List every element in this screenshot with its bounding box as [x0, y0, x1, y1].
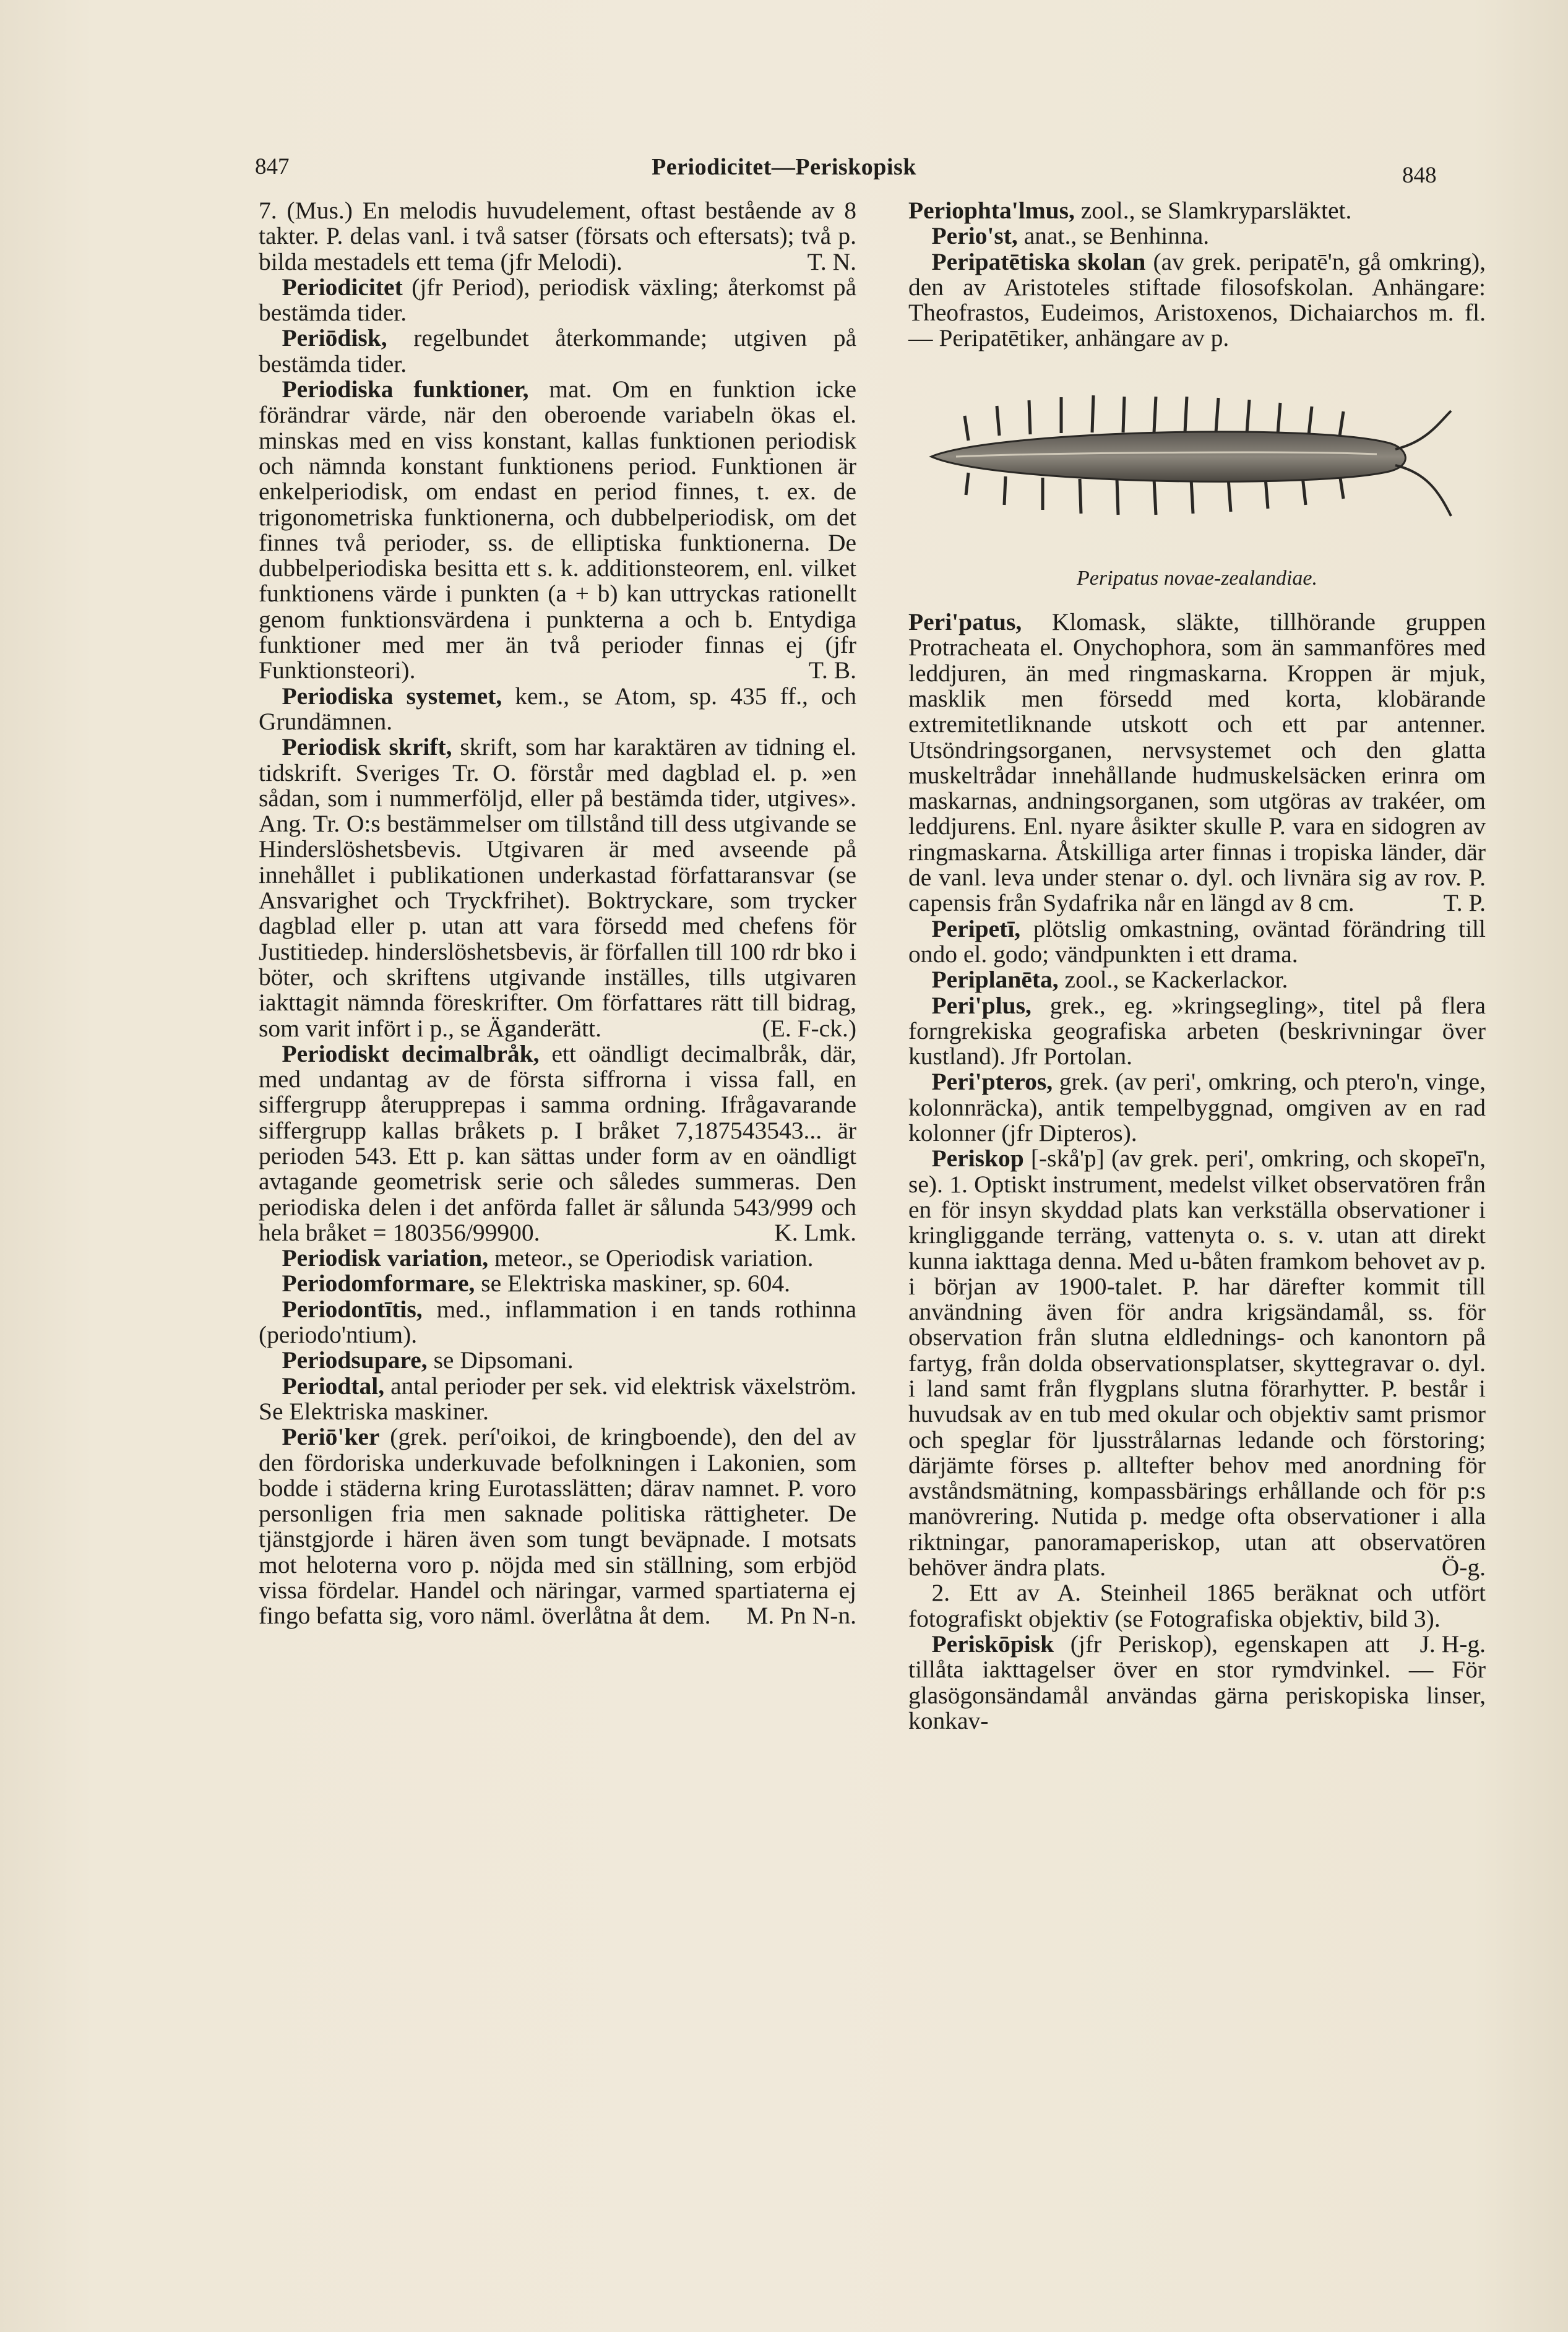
peripatus-illustration [919, 374, 1476, 559]
dictionary-entry [908, 223, 1486, 249]
entry-headword: Periskōpisk [931, 1630, 1054, 1658]
dictionary-entry [259, 1271, 856, 1296]
dictionary-entry [259, 198, 856, 275]
entry-text: antal perioder per sek. vid elektrisk växelström. Se Elektriska maskiner. [259, 1372, 856, 1425]
entry-text: grek., eg. »kringsegling», titel på flera forngrekiska geografiska arbeten (beskrivningar över kustland). Jfr Portolan. [908, 991, 1486, 1070]
entry-headword: Periskop [931, 1145, 1024, 1172]
entry-text: (av grek. peripatē'n, gå omkring), den av Aristoteles stiftade filosofskolan. Anhängare: Theofrastos, Eudeimos, Aristoxenos, Dichaiarchos m. fl. — Peripatētiker, anhängare av p. [908, 247, 1486, 352]
entry-headword: Periodontītis, [282, 1295, 423, 1323]
page-number-right: 848 [1402, 163, 1437, 188]
entry-text: zool., se Slamkryparsläktet. [1074, 197, 1352, 224]
dictionary-entry [259, 325, 856, 377]
dictionary-entry [908, 198, 1486, 223]
entry-signature: (E. F-ck.) [762, 1014, 856, 1042]
entry-headword: Peri'pteros, [931, 1068, 1053, 1096]
dictionary-entry [908, 967, 1486, 992]
entry-headword: Periodicitet [282, 273, 403, 301]
peripatus-figure [908, 374, 1486, 591]
entry-text: skrift, som har karaktären av tidning el. tidskrift. Sveriges Tr. O. förstår med dagblad el. p. »en sådan, som i nummerföljd, eller på bestämda tider, utgives». Ang. Tr. O:s bestämmelser om tillstånd till dess utgivande se Hinderslöshetsbevis. Utgivaren är med avseende på innehållet i publikationen underkastad författaransvar (se Ansvarighet och Tryckfrihet). Boktryckare, som trycker dagblad eller p. utan att vara försedd med chefens för Justitiedep. hinderslöshetsbevis, är förfallen till 100 rdr bko i böter, och skriftens utgivande inställes, tills utgivaren iakttagit nämnda föreskrifter. Om författares rätt till bidrag, som varit infört i p., se Äganderätt. [259, 733, 856, 1042]
dictionary-entry [908, 609, 1486, 916]
entry-text: Klomask, släkte, tillhörande gruppen Protracheata el. Onychophora, som än sammanföres med leddjuren, än med ringmaskarna. Kroppen är mjuk, masklik men försedd med korta, klobärande extremitetliknande utskott och ett par antenner. Utsöndringsorganen, nervsystemet och den glatta muskeltrådar innehållande hudmuskelsäcken erinra om maskarnas, andningsorganen, som utgöras av trakéer, om leddjurens. Enl. nyare åsikter skulle P. vara en sidogren av ringmaskarna. Åtskilliga arter finnas i tropiska länder, där de vanl. leva under stenar o. dyl. och livnära sig av rov. P. capensis från Sydafrika når en längd av 8 cm. [908, 608, 1486, 917]
entry-text: (grek. perí'oikoi, de kringboende), den del av den fördoriska underkuvade befolkningen i Lakonien, som bodde i städerna kring Eurotasslätten; därav namnet. P. voro personligen fria men saknade politiska rättigheter. De tjänstgjorde i hären även som tungt beväpnade. I motsats mot heloterna voro p. nöjda med sin ställning, som erbjöd vissa fördelar. Handel och näringar, varmed spartiaterna ej fingo befatta sig, voro näml. överlåtna åt dem. [259, 1423, 856, 1630]
entry-headword: Peri'plus, [931, 991, 1032, 1019]
entry-headword: Peri'patus, [908, 608, 1022, 636]
entry-headword: Peripatētiska skolan [931, 247, 1146, 275]
entry-text: plötslig omkastning, oväntad förändring till ondo el. godo; vändpunkten i ett drama. [908, 914, 1486, 968]
dictionary-entry [259, 1041, 856, 1246]
dictionary-entry [259, 1424, 856, 1629]
dictionary-entry [259, 684, 856, 735]
entry-signature: M. Pn N-n. [746, 1602, 856, 1630]
entry-text: med., inflammation i en tands rothinna (periodo'ntium). [259, 1295, 856, 1349]
running-head: Periodicitet—Periskopisk [652, 154, 916, 180]
entry-text: ett oändligt decimalbråk, där, med undantag av de första siffrorna i vissa fall, en siffergrupp återupprepas i samma ordning. Ifrågavarande siffergrupp kallas bråkets p. I bråket 7,187543543... är perioden 543. Ett p. kan sättas under form av en oändligt avtagande geometrisk serie och således summeras. Den periodiska delen i det anförda fallet är sålunda 543/999 och hela bråket = 180356/99900. [259, 1039, 856, 1246]
dictionary-entry [259, 1348, 856, 1373]
entry-text: 2. Ett av A. Steinheil 1865 beräknat och utfört fotografiskt objektiv (se Fotografiska objektiv, bild 3). [908, 1579, 1486, 1632]
entry-signature: T. N. [807, 247, 856, 275]
entry-signature: T. B. [808, 656, 856, 684]
entry-headword: Periōdisk, [282, 324, 387, 352]
entry-text: [-skå'p] (av grek. peri', omkring, och skopeī'n, se). 1. Optiskt instrument, medelst vilket observatören från en för insyn skyddad plats kan verkställa observationer i kringliggande terräng, vattenyta o. s. v. utan att direkt kunna iakttaga denna. Med u-båten framkom behovet av p. i början av 1900-talet. P. har därefter kommit till användning även för andra krigsändamål, ss. för observation från slutna eldlednings- och kanontorn på fartyg, från dolda observationsplatser, skyttegravar o. dyl. i land samt från flygplans slutna förarhytter. P. består i huvudsak av en tub med okular och objektiv samt prismor och speglar för ljusstrålarnas ledande och förstoring; därjämte förses p. alltefter behov med anordning för avståndsmätning, kompassbärings erhållande och för p:s manövrering. Nutida p. medge ofta observationer i alla riktningar, panoramaperiskop, utan att observatören behöver ändra plats. [908, 1145, 1486, 1581]
left-column [259, 198, 856, 1629]
entry-headword: Perio'st, [931, 222, 1018, 250]
dictionary-entry [259, 1374, 856, 1425]
entry-signature: Ö-g. [1441, 1554, 1486, 1581]
page-number-left: 847 [255, 154, 290, 179]
entry-headword: Periophta'lmus, [908, 197, 1075, 224]
entry-signature: K. Lmk. [774, 1218, 856, 1246]
entry-text: 7. (Mus.) En melodis huvudelement, oftast bestående av 8 takter. P. delas vanl. i två satser (försats och eftersats); två p. bilda mestadels ett tema (jfr Melodi). [259, 197, 856, 275]
entry-text: (jfr Periskop), egenskapen att tillåta iakttagelser över en stor rymdvinkel. — För glasögonsändamål användas gärna periskopiska linser, konkav- [908, 1630, 1486, 1734]
dictionary-entry [259, 377, 856, 684]
entry-signature: T. P. [1443, 889, 1486, 917]
dictionary-entry [259, 1246, 856, 1271]
entry-text: kem., se Atom, sp. 435 ff., och Grundämnen. [259, 682, 857, 735]
entry-headword: Peripetī, [931, 914, 1021, 942]
entry-text: anat., se Benhinna. [1017, 222, 1210, 250]
page-header [0, 148, 1568, 186]
entry-text: meteor., se Operiodisk variation. [488, 1244, 814, 1272]
entry-headword: Periodiskt decimalbråk, [282, 1039, 540, 1067]
dictionary-entry [908, 249, 1486, 351]
entry-headword: Periodisk variation, [282, 1244, 489, 1272]
entry-text: regelbundet återkommande; utgiven på bestämda tider. [259, 324, 856, 377]
dictionary-entry [259, 734, 856, 1041]
dictionary-entry [908, 993, 1486, 1070]
entry-headword: Periplanēta, [931, 966, 1059, 994]
right-column [908, 198, 1486, 1734]
entry-text: mat. Om en funktion icke förändrar värde, när den oberoende variabeln ökas el. minskas med en viss konstant, kallas funktionen periodisk och nämnda konstant funktionens period. Funktionen är enkelperiodisk, om endast en period finnes, t. ex. de trigonometriska funktionerna, och dubbelperiodisk, om det finnes två perioder, ss. de elliptiska funktionerna. De dubbelperiodiska besitta ett s. k. additionsteorem, enl. vilket funktionens värde i punkten (a + b) kan uttryckas rationellt genom funktionsvärdena i punkterna a och b. Entydiga funktioner med mer än två perioder finnas ej (jfr Funktionsteori). [259, 376, 857, 684]
entry-headword: Periō'ker [282, 1423, 380, 1451]
entry-text: se Elektriska maskiner, sp. 604. [475, 1270, 790, 1297]
dictionary-entry [259, 275, 856, 326]
entry-headword: Periodsupare, [282, 1346, 428, 1374]
entry-text: se Dipsomani. [427, 1346, 574, 1374]
entry-text: grek. (av peri', omkring, och ptero'n, vinge, kolonnräcka), antik tempelbyggnad, omgiven av en rad kolonner (jfr Dipteros). [908, 1068, 1486, 1147]
entry-headword: Periodtal, [282, 1372, 385, 1400]
dictionary-entry [908, 1069, 1486, 1146]
entry-text: zool., se Kackerlackor. [1058, 966, 1288, 994]
dictionary-entry [259, 1297, 856, 1348]
dictionary-entry [908, 1146, 1486, 1580]
dictionary-entry [908, 916, 1486, 968]
figure-caption: Peripatus novae-zealandiae. [1076, 566, 1318, 590]
entry-headword: Periodomformare, [282, 1270, 475, 1297]
entry-signature: J. H-g. [1419, 1630, 1486, 1658]
entry-headword: Periodisk skrift, [282, 733, 452, 761]
entry-text: (jfr Period), periodisk växling; återkomst på bestämda tider. [259, 273, 856, 327]
entry-headword: Periodiska funktioner, [282, 376, 529, 403]
entry-headword: Periodiska systemet, [282, 682, 502, 710]
